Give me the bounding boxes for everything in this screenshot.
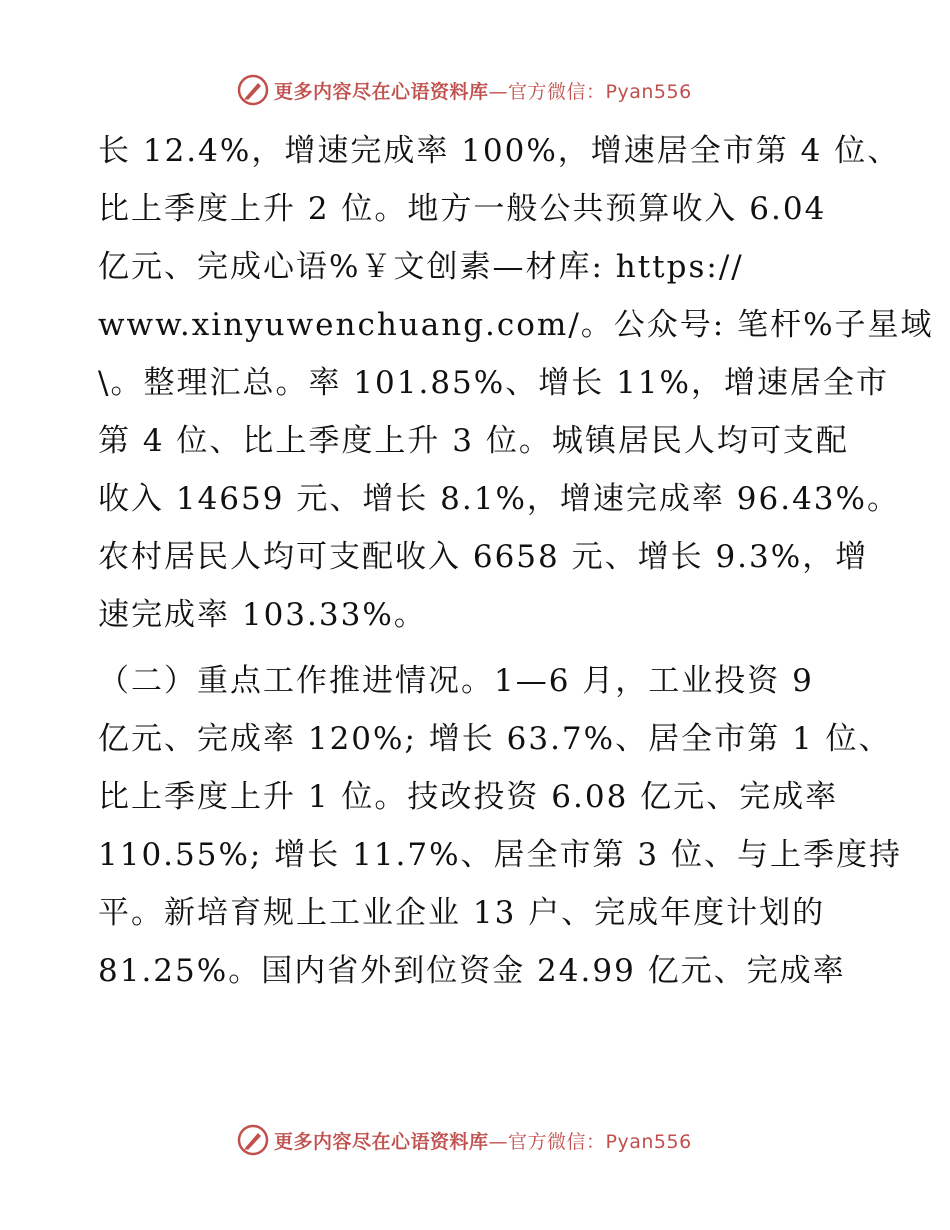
text-line: 亿元、完成率 120%; 增长 63.7%、居全市第 1 位、 — [98, 721, 892, 757]
text-line: 110.55%; 增长 11.7%、居全市第 3 位、与上季度持 — [98, 837, 902, 873]
text-line: 比上季度上升 1 位。技改投资 6.08 亿元、完成率 — [98, 779, 839, 815]
text-line: www.xinyuwenchuang.com/。公众号: 笔杆%子星域 — [98, 307, 934, 343]
text-line: 长 12.4%，增速完成率 100%，增速居全市第 4 位、 — [98, 133, 901, 169]
text-line: 比上季度上升 2 位。地方一般公共预算收入 6.04 — [98, 191, 827, 227]
text-line: （二）重点工作推进情况。1—6 月，工业投资 9 — [98, 663, 814, 699]
text-line: 收入 14659 元、增长 8.1%，增速完成率 96.43%。 — [98, 481, 900, 517]
paragraph — [98, 122, 934, 644]
watermark-footer — [236, 1122, 692, 1158]
watermark-header — [236, 72, 692, 108]
watermark-text: 更多内容尽在心语资料库—官方微信：Pyan556 — [274, 1130, 692, 1153]
pen-logo-icon — [236, 1123, 270, 1157]
text-line: 第 4 位、比上季度上升 3 位。城镇居民人均可支配 — [98, 423, 849, 459]
watermark-text: 更多内容尽在心语资料库—官方微信：Pyan556 — [274, 80, 692, 103]
text-line: 亿元、完成心语%￥文创素—材库: https:// — [98, 249, 744, 285]
pen-logo-icon — [236, 73, 270, 107]
paragraph — [98, 652, 902, 1000]
text-line: 农村居民人均可支配收入 6658 元、增长 9.3%，增 — [98, 539, 869, 575]
document-body — [98, 122, 934, 1000]
text-line: \。整理汇总。率 101.85%、增长 11%，增速居全市 — [98, 365, 889, 401]
text-line: 速完成率 103.33%。 — [98, 597, 427, 633]
text-line: 平。新培育规上工业企业 13 户、完成年度计划的 — [98, 895, 826, 931]
text-line: 81.25%。国内省外到位资金 24.99 亿元、完成率 — [98, 953, 846, 989]
